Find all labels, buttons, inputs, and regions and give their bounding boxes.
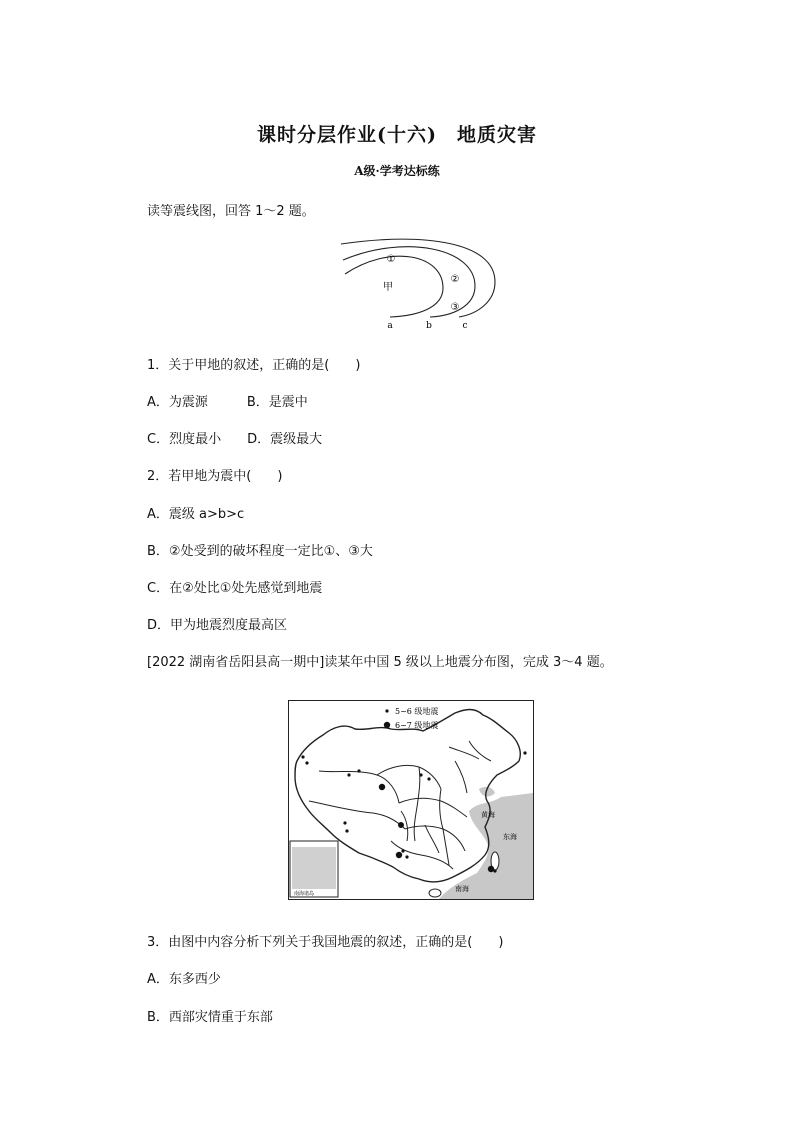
quake-6-7-point xyxy=(398,822,404,828)
marker-circle-2: ② xyxy=(450,274,460,285)
province-border xyxy=(399,798,467,817)
quake-5-6-point xyxy=(357,769,360,772)
marker-circle-1: ① xyxy=(386,254,396,265)
province-border xyxy=(414,767,420,841)
china-map-svg xyxy=(289,701,533,899)
legend-large-dot xyxy=(384,722,390,728)
section-subtitle: A级·学考达标练 xyxy=(354,164,440,178)
q2-option-c: C．在②处比①处先感觉到地震 xyxy=(147,581,323,596)
province-border xyxy=(309,801,405,829)
quake-6-7-point xyxy=(379,784,385,790)
q2-option-b: B．②处受到的破坏程度一定比①、③大 xyxy=(147,544,373,559)
inset-label: 南海诸岛 xyxy=(294,891,315,897)
quake-5-6-point xyxy=(405,855,408,858)
sea-label-nanhai: 南海 xyxy=(455,885,469,893)
inset-sea xyxy=(292,847,336,889)
page-title: 课时分层作业(十六) 地质灾害 xyxy=(257,124,537,146)
quake-6-7-point xyxy=(488,866,494,872)
province-border xyxy=(440,789,449,865)
province-border xyxy=(377,765,441,789)
q1-stem: 1．关于甲地的叙述，正确的是( ) xyxy=(147,358,361,373)
quake-5-6-point xyxy=(401,849,404,852)
province-border xyxy=(469,741,491,761)
quake-6-7-point xyxy=(396,852,402,858)
intro-text-2: [2022 湖南省岳阳县高一期中]读某年中国 5 级以上地震分布图，完成 3～4 题。 xyxy=(147,655,613,670)
q2-option-d: D．甲为地震烈度最高区 xyxy=(147,618,288,633)
label-c: c xyxy=(462,321,468,331)
province-border xyxy=(319,771,399,803)
isoseismal-line-c xyxy=(341,239,495,317)
quake-5-6-point xyxy=(419,773,422,776)
legend-small-dot xyxy=(385,709,388,712)
sea-label-donghai: 东海 xyxy=(503,833,517,841)
label-jia: 甲 xyxy=(383,282,393,293)
sea-label-huanghai: 黄海 xyxy=(481,811,495,819)
legend-label-5-6: 5~6 级地震 xyxy=(395,707,439,716)
q1-options-row1: A．为震源 B．是震中 xyxy=(147,395,308,410)
quake-5-6-point xyxy=(347,773,350,776)
q1-options-row2: C．烈度最小 D．震级最大 xyxy=(147,432,323,447)
hainan-island xyxy=(429,889,441,897)
sea-area-east xyxy=(439,793,533,899)
intro-text-1: 读等震线图，回答 1～2 题。 xyxy=(147,204,315,219)
quake-5-6-point xyxy=(301,755,304,758)
earthquake-map xyxy=(288,700,534,900)
quake-5-6-point xyxy=(427,777,430,780)
quake-5-6-point xyxy=(305,761,308,764)
q2-stem: 2．若甲地为震中( ) xyxy=(147,469,283,484)
label-a: a xyxy=(387,321,393,331)
marker-circle-3: ③ xyxy=(450,302,460,313)
q2-option-a: A．震级 a>b>c xyxy=(147,507,245,522)
legend-label-6-7: 6~7 级地震 xyxy=(395,721,439,730)
q3-stem: 3．由图中内容分析下列关于我国地震的叙述，正确的是( ) xyxy=(147,935,504,950)
quake-5-6-point xyxy=(343,821,346,824)
quake-5-6-point xyxy=(345,829,348,832)
quake-5-6-point xyxy=(523,751,526,754)
q3-option-a: A．东多西少 xyxy=(147,972,221,987)
label-b: b xyxy=(426,321,432,331)
isoseismal-line-a xyxy=(345,256,443,317)
province-border xyxy=(425,825,439,853)
q3-option-b: B．西部灾情重于东部 xyxy=(147,1010,273,1025)
isoseismal-diagram xyxy=(335,236,505,332)
province-border xyxy=(455,761,467,793)
